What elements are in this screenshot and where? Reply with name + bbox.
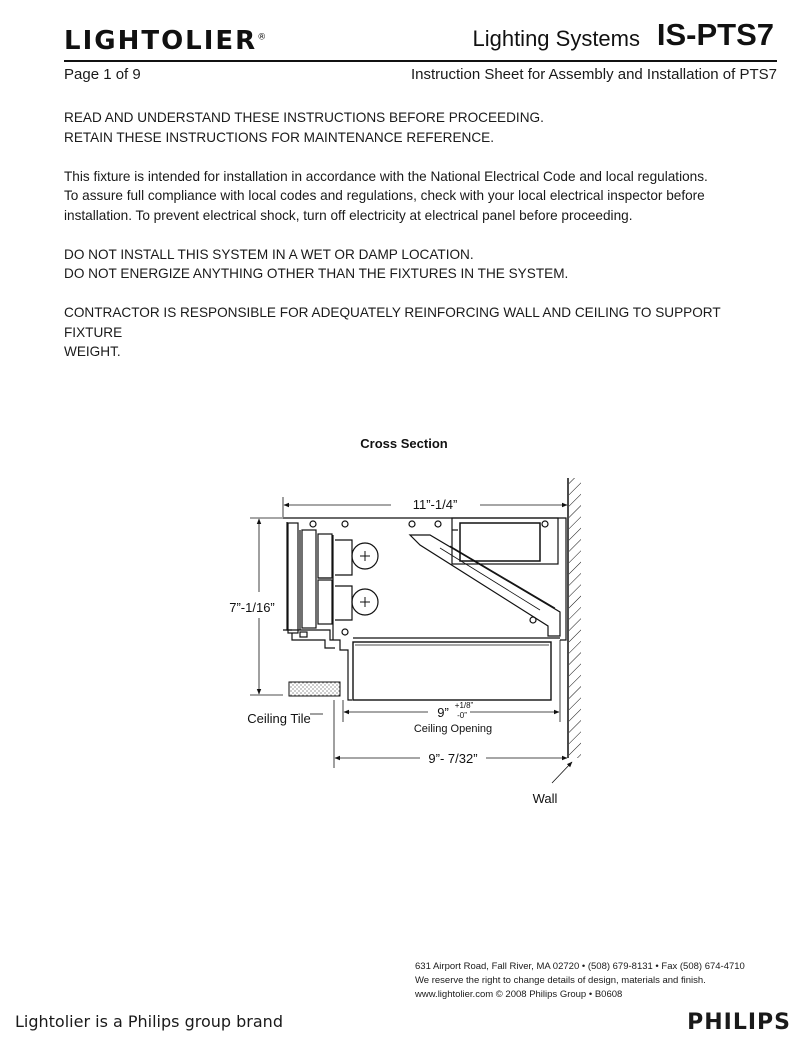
system-label: Lighting Systems xyxy=(472,26,640,51)
page-number: Page 1 of 9 xyxy=(64,66,141,83)
footer-web-line: www.lightolier.com © 2008 Philips Group • B0608 xyxy=(415,989,623,1000)
brand-line: Lightolier is a Philips group brand xyxy=(15,1012,283,1031)
footer-address-line: 631 Airport Road, Fall River, MA 02720 • (508) 679-8131 • Fax (508) 674-4710 xyxy=(415,961,745,972)
opening-label: Ceiling Opening xyxy=(413,723,493,735)
height-dimension xyxy=(229,518,283,695)
opening-dimension xyxy=(343,640,560,735)
code-line-2: To assure full compliance with local codes and regulations, check with your local electrical inspector before xyxy=(64,188,705,203)
logo-text: LIGHTOLIER xyxy=(64,26,258,56)
read-line-1: READ AND UNDERSTAND THESE INSTRUCTIONS BEFORE PROCEEDING. xyxy=(64,110,544,125)
code-line-1: This fixture is intended for installation in accordance with the National Electrical Code and local regulations. xyxy=(64,168,708,184)
wall xyxy=(568,478,581,758)
height-dim-label: 7”-1/16” xyxy=(229,600,275,615)
ceiling-tile-label: Ceiling Tile xyxy=(247,711,311,726)
code-compliance xyxy=(64,167,754,226)
opening-tol-minus: -0” xyxy=(457,711,467,720)
code-line-3: installation. To prevent electrical shock, turn off electricity at electrical panel before proceeding. xyxy=(64,207,633,223)
read-line-2: RETAIN THESE INSTRUCTIONS FOR MAINTENANCE REFERENCE. xyxy=(64,129,495,145)
contractor-line-1: CONTRACTOR IS RESPONSIBLE FOR ADEQUATELY REINFORCING WALL AND CEILING TO SUPPORT FIXTURE xyxy=(64,305,721,340)
wet-line-2: DO NOT ENERGIZE ANYTHING OTHER THAN THE FIXTURES IN THE SYSTEM. xyxy=(64,266,569,281)
wet-location-warning xyxy=(64,245,754,284)
header-rule xyxy=(64,60,777,62)
width-dimension xyxy=(283,497,567,517)
lightolier-logo xyxy=(64,26,266,56)
read-warning xyxy=(64,108,754,147)
overall-dim-label: 9”- 7/32” xyxy=(428,751,478,766)
registered-mark: ® xyxy=(257,32,267,43)
opening-tol-plus: +1/8” xyxy=(454,701,474,710)
model-code: IS-PTS7 xyxy=(656,17,774,52)
sheet-title: Instruction Sheet for Assembly and Installation of PTS7 xyxy=(410,66,777,83)
contractor-line-2: WEIGHT. xyxy=(64,344,121,359)
opening-dim-label: 9” xyxy=(437,705,449,720)
contractor-warning xyxy=(64,303,754,362)
fixture-housing xyxy=(283,518,566,700)
width-dim-label: 11”-1/4” xyxy=(412,497,458,512)
footer-contact xyxy=(415,960,745,1002)
diagram-title: Cross Section xyxy=(360,436,448,451)
philips-logo: PHILIPS xyxy=(687,1010,791,1035)
instructions-body xyxy=(64,108,754,381)
wet-line-1: DO NOT INSTALL THIS SYSTEM IN A WET OR DAMP LOCATION. xyxy=(64,246,474,262)
ceiling-tile xyxy=(289,682,340,696)
wall-label: Wall xyxy=(532,791,558,806)
cross-section-diagram xyxy=(0,430,808,820)
footer-rights-line: We reserve the right to change details of design, materials and finish. xyxy=(415,975,706,986)
